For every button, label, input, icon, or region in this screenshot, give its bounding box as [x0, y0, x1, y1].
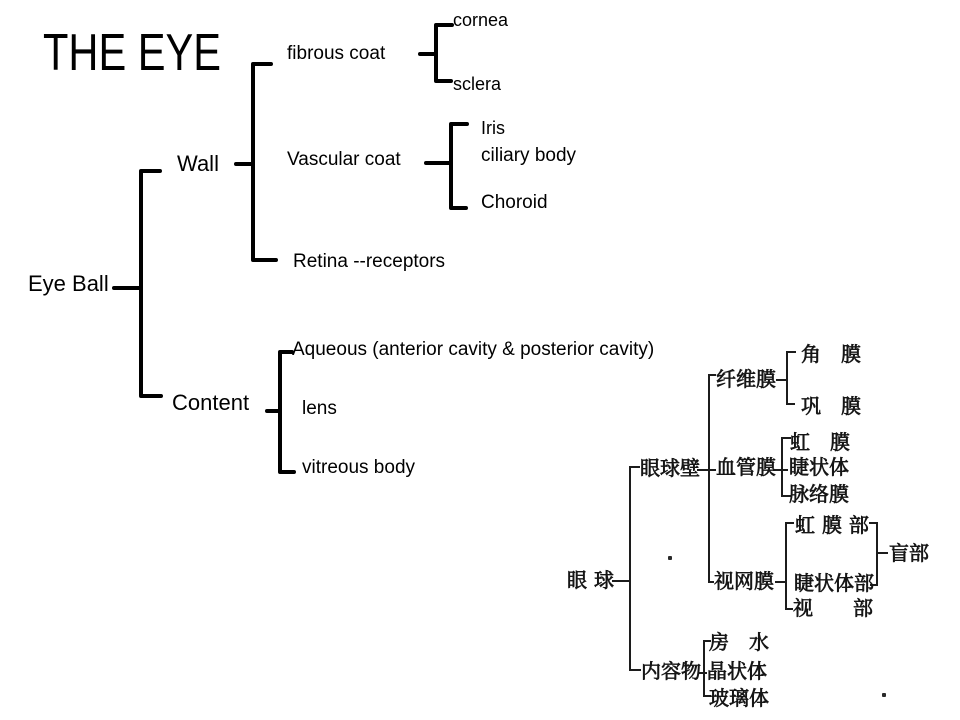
cn-root-bracket [630, 467, 641, 670]
cn-retina-label: 视网膜 [714, 569, 774, 593]
en-retina-label: Retina --receptors [293, 251, 446, 272]
cn-fibrous-bracket [787, 352, 796, 404]
cn-wall-bracket [709, 375, 716, 582]
en-iris-bracket [451, 124, 467, 208]
en-iris-label: Iris [481, 118, 505, 138]
en-fibrous-coat-label: fibrous coat [287, 43, 386, 64]
cn-sclera-label: 巩 膜 [801, 394, 861, 418]
cn-fibrous-coat-label: 纤维膜 [716, 367, 776, 391]
cn-iris-label: 虹 膜 [790, 430, 850, 454]
en-content-label: Content [172, 390, 250, 415]
en-eyeball-label: Eye Ball [28, 271, 109, 296]
cn-cornea-label: 角 膜 [801, 342, 861, 366]
cn-choroid-label: 脉络膜 [789, 482, 849, 506]
slide-title: THE EYE [43, 24, 221, 82]
en-lens-label: lens [302, 398, 337, 419]
cn-content-label: 内容物 [641, 659, 701, 683]
en-cornea-label: cornea [453, 10, 509, 30]
cn-aqueous-label: 房 水 [709, 630, 769, 654]
en-content-bracket [280, 352, 294, 472]
en-eyeball-bracket [141, 171, 161, 396]
cn-vascular-coat-label: 血管膜 [716, 455, 776, 479]
en-wall-bracket [253, 64, 276, 260]
scan-artifact-dot [668, 556, 672, 560]
en-vascular-coat-label: Vascular coat [287, 149, 401, 170]
cn-ciliary-part-label: 睫状体部 [794, 571, 874, 595]
cn-iris-part-label: 虹 膜 部 [795, 513, 869, 537]
cn-vitreous-label: 玻璃体 [709, 686, 769, 710]
cn-eyeball-label: 眼 球 [567, 568, 614, 592]
cn-optic-part-label: 视 部 [793, 596, 873, 620]
en-vitreous-body-label: vitreous body [302, 457, 416, 478]
cn-ciliary-body-label: 睫状体 [789, 455, 849, 479]
scan-artifact-dot [882, 693, 886, 697]
en-wall-label: Wall [177, 151, 219, 176]
cn-wall-label: 眼球壁 [640, 456, 700, 480]
en-cornea-bracket [436, 25, 452, 81]
en-aqueous-label: Aqueous (anterior cavity & posterior cavity) [292, 339, 655, 360]
en-sclera-label: sclera [453, 74, 502, 94]
cn-lens-label: 晶状体 [707, 659, 767, 683]
cn-blind-part-label: 盲部 [889, 541, 929, 565]
en-ciliary-body-label: ciliary body [481, 145, 577, 166]
en-choroid-label: Choroid [481, 192, 548, 213]
